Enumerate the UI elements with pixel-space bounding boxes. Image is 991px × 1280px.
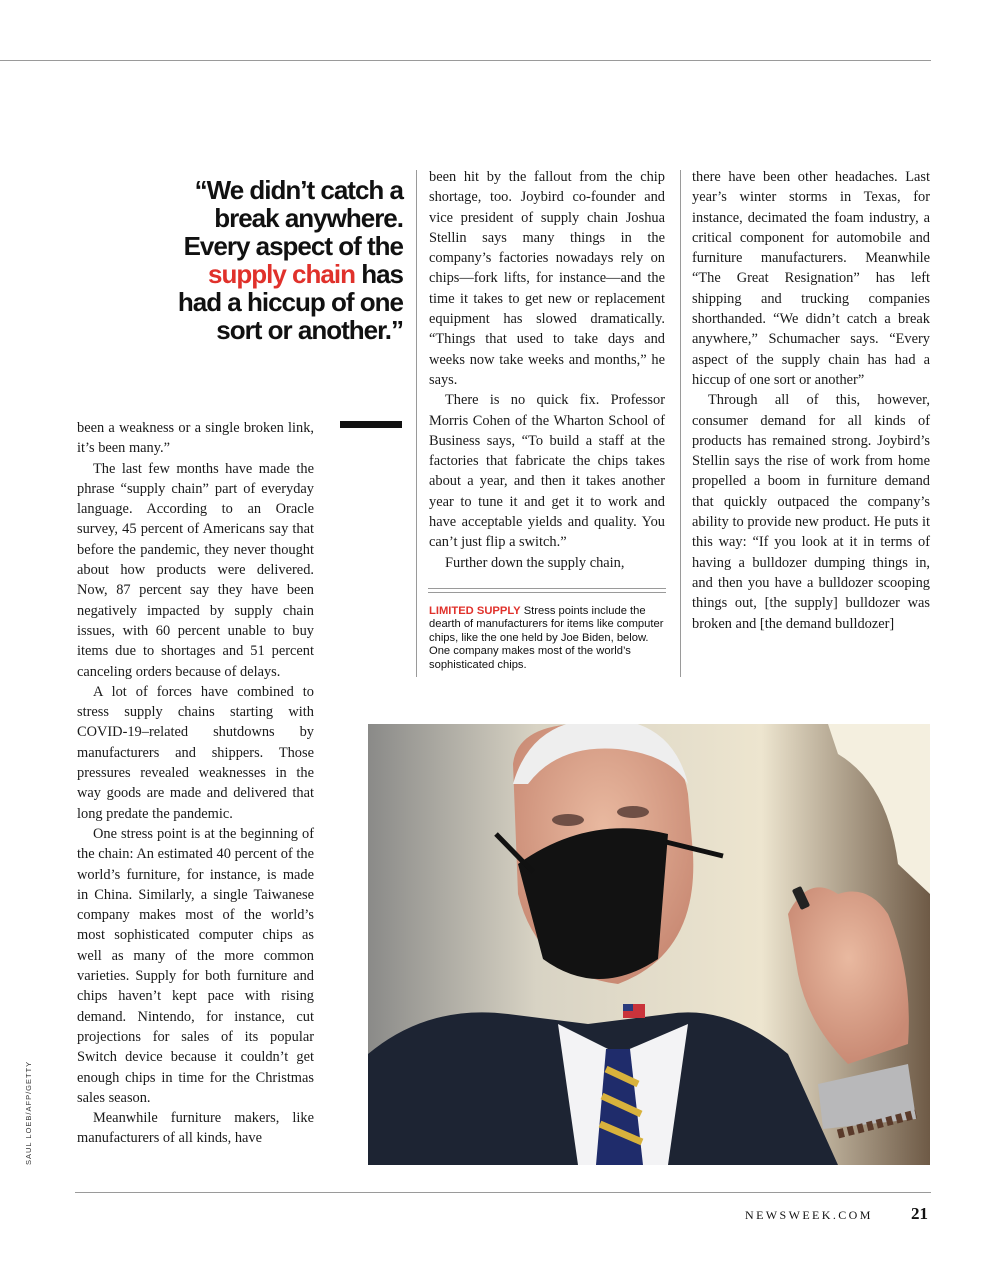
paragraph: There is no quick fix. Professor Morris Cohen of the Wharton School of Business says, “To build a staff at the factories that fabricate the chips takes about a year, and then it takes another year to tune it and get it to work and have acceptable yields and quality. You can’t just flip a switch.” [429,392,665,551]
column-divider [416,170,417,677]
footer-site-name: NEWSWEEK.COM [745,1208,873,1222]
caption-rule [428,588,666,593]
article-column-1 [77,418,314,1149]
caption-label: LIMITED SUPPLY [429,605,521,617]
paragraph: been a weakness or a single broken link, it’s been many.” [77,420,314,457]
pull-quote-line: “We didn’t catch a [194,175,403,205]
pull-quote-line [120,260,403,288]
article-column-2 [429,167,665,573]
paragraph: Further down the supply chain, [445,554,625,571]
page-number: 21 [911,1204,928,1223]
column-divider [680,170,681,677]
article-column-3 [692,167,930,634]
section-rule-mark [340,421,402,428]
paragraph: The last few months have made the phrase “supply chain” part of everyday language. According to an Oracle survey, 45 percent of Americans say that before the pandemic, they never thought about how products were delivered. Now, 87 percent say they have been negatively impacted by supply chain issues, with 60 percent unable to buy items due to shortages and 51 percent canceling orders because of delays. [77,460,314,680]
bottom-rule [75,1192,931,1193]
photo-illustration [368,724,930,1165]
paragraph: A lot of forces have combined to stress supply chains starting with COVID-19–related shutdowns by manufacturers and shippers. Those pressures revealed weaknesses in the way goods are made and delivered that long predate the pandemic. [77,683,314,822]
paragraph: Meanwhile furniture makers, like manufacturers of all kinds, have [77,1110,314,1147]
pull-quote-line: had a hiccup of one [177,287,403,317]
paragraph: One stress point is at the beginning of the chain: An estimated 40 percent of the world’s furniture, for instance, is made in China. Similarly, a single Taiwanese company makes most of the world’s most sophisticated computer chips as well as many of the more common varieties. Supply for both furniture and chips haven’t kept pace with rising demand. Nintendo, for instance, cut projections for sales of its popular Switch device because it couldn’t get enough chips in time for the Christmas sales season. [77,825,314,1106]
paragraph: been hit by the fallout from the chip shortage, too. Joybird co-founder and vice president of supply chain Joshua Stellin says many things in the company’s factories nowadays rely on chips—fork lifts, for instance—and the time it takes to get new or replacement equipment has slowed dramatically. “Things that used to take days and weeks now take weeks and months,” he says. [429,169,665,388]
pull-quote-line: Every aspect of the [183,231,403,261]
article-photo [368,724,930,1165]
caption-text: Stress points include the dearth of manufacturers for items like computer chips, like the one held by Joe Biden, below. One company makes most of the world’s sophisticated chips. [429,605,664,671]
pull-quote-line: break anywhere. [214,203,403,233]
pull-quote-line: sort or another.” [216,315,403,345]
pull-quote [120,176,403,344]
pull-quote-highlight: supply chain [208,259,355,289]
pull-quote-line-rest: has [354,259,403,289]
paragraph: Through all of this, however, consumer demand for all kinds of products has remained strong. Joybird’s Stellin says the rise of work from home propelled a boom in furniture demand that quickly outpaced the company’s ability to provide new product. He puts it this way: “If you look at it in terms of having a bulldozer dumping things in, and then you have a bulldozer scooping things out, [the supply] bulldozer was broken and [the demand bulldozer] [692,392,930,632]
paragraph: there have been other headaches. Last year’s winter storms in Texas, for instance, decimated the foam industry, a critical component for automobile and furniture manufacturers. Meanwhile “The Great Resignation” has left shipping and trucking companies shorthanded. “We didn’t catch a break anywhere,” Schumacher says. “Every aspect of the supply chain has had a hiccup of one sort or another” [692,169,930,388]
photo-caption [429,605,665,672]
photo-credit: SAUL LOEB/AFP/GETTY [24,1060,33,1165]
top-rule [0,60,931,61]
